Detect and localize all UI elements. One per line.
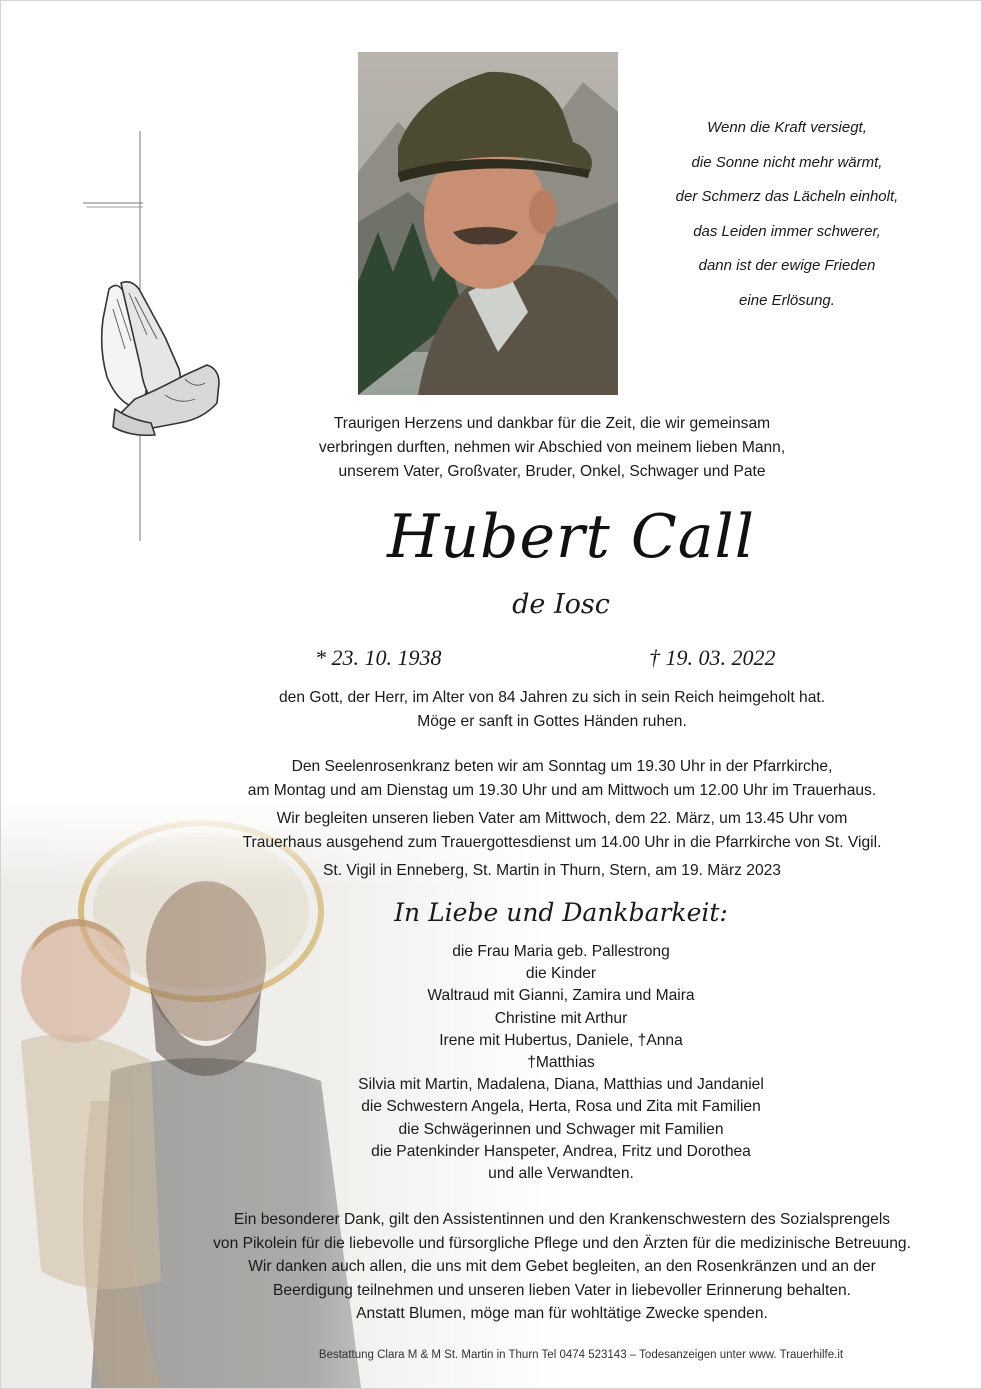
final-thanks-line: Beerdigung teilnehmen und unseren lieben Vater in liebevoller Erinnerung behalten. (273, 1281, 851, 1299)
intro-line: unserem Vater, Großvater, Bruder, Onkel, Schwager und Pate (338, 463, 766, 480)
thanks-heading: In Liebe und Dankbarkeit: (394, 898, 728, 927)
poem-line: das Leiden immer schwerer, (693, 222, 881, 240)
funeral-line: Trauerhaus ausgehend zum Trauergottesdienst um 14.00 Uhr in die Pfarrkirche von St. Vigil. (242, 834, 882, 851)
intro-line: Traurigen Herzens und dankbar für die Zeit, die wir gemeinsam (333, 415, 771, 432)
intro-text (231, 412, 873, 484)
family-line: die Schwägerinnen und Schwager mit Familien (398, 1120, 724, 1138)
final-thanks (121, 1208, 982, 1326)
poem-line: Wenn die Kraft versiegt, (707, 119, 867, 136)
final-thanks-line: Ein besonderer Dank, gilt den Assistentinnen und den Krankenschwestern des Sozialsprengels (233, 1211, 891, 1228)
family-line: die Kinder (525, 965, 597, 983)
death-text-line: den Gott, der Herr, im Alter von 84 Jahren zu sich in sein Reich heimgeholt hat. (278, 689, 826, 706)
death-date: † 19. 03. 2022 (649, 645, 776, 670)
family-line: die Frau Maria geb. Pallestrong (452, 943, 670, 960)
family-line: und alle Verwandten. (488, 1165, 634, 1183)
family-line: die Schwestern Angela, Herta, Rosa und Zita mit Familien (361, 1098, 761, 1116)
family-line: Christine mit Arthur (494, 1009, 628, 1027)
place-date (231, 859, 873, 883)
footer-text: Bestattung Clara M & M St. Martin in Thurn Tel 0474 523143 – Todesanzeigen unter www. Trauerhilfe.it (318, 1349, 844, 1361)
poem-line: dann ist der ewige Frieden (698, 257, 876, 275)
poem (629, 111, 945, 319)
final-thanks-line: von Pikolein für die liebevolle und fürsorgliche Pflege und den Ärzten für die medizinische Betreuung. (213, 1234, 911, 1252)
poem-line: die Sonne nicht mehr wärmt, (691, 153, 883, 171)
family-line: die Patenkinder Hanspeter, Andrea, Fritz und Dorothea (371, 1142, 751, 1160)
family-line: †Matthias (527, 1054, 595, 1072)
poem-line: der Schmerz das Lächeln einholt, (675, 188, 899, 206)
final-thanks-line: Anstatt Blumen, möge man für wohltätige Zwecke spenden. (356, 1305, 768, 1323)
family-line: Waltraud mit Gianni, Zamira und Maira (427, 987, 695, 1005)
final-thanks-line: Wir danken auch allen, die uns mit dem Gebet begleiten, an den Rosenkränzen und an der (248, 1258, 876, 1276)
deceased-nickname: de Iosc (512, 589, 610, 620)
poem-line: eine Erlösung. (739, 291, 835, 309)
family-line: Irene mit Hubertus, Daniele, †Anna (439, 1031, 683, 1049)
family-list (261, 941, 861, 1185)
rosary-line: am Montag und am Dienstag um 19.30 Uhr und am Mittwoch um 12.00 Uhr im Trauerhaus. (247, 782, 877, 799)
intro-line: verbringen durften, nehmen wir Abschied von meinem lieben Mann, (318, 439, 786, 456)
rosary-line: Den Seelenrosenkranz beten wir am Sonntag um 19.30 Uhr in der Pfarrkirche, (291, 758, 833, 775)
family-line: Silvia mit Martin, Madalena, Diana, Matthias und Jandaniel (358, 1076, 764, 1094)
funeral-line: Wir begleiten unseren lieben Vater am Mittwoch, dem 22. März, um 13.45 Uhr vom (276, 810, 848, 827)
death-text-line: Möge er sanft in Gottes Händen ruhen. (417, 712, 687, 730)
funeral-text (181, 807, 943, 855)
praying-hands-icon (95, 279, 223, 439)
death-text (231, 686, 873, 733)
place-date-line: St. Vigil in Enneberg, St. Martin in Thurn, Stern, am 19. März 2023 (323, 862, 781, 879)
rosary-text (181, 755, 943, 803)
deceased-name: Hubert Call (387, 502, 755, 572)
portrait-photo (358, 52, 618, 395)
birth-date: * 23. 10. 1938 (315, 645, 442, 670)
